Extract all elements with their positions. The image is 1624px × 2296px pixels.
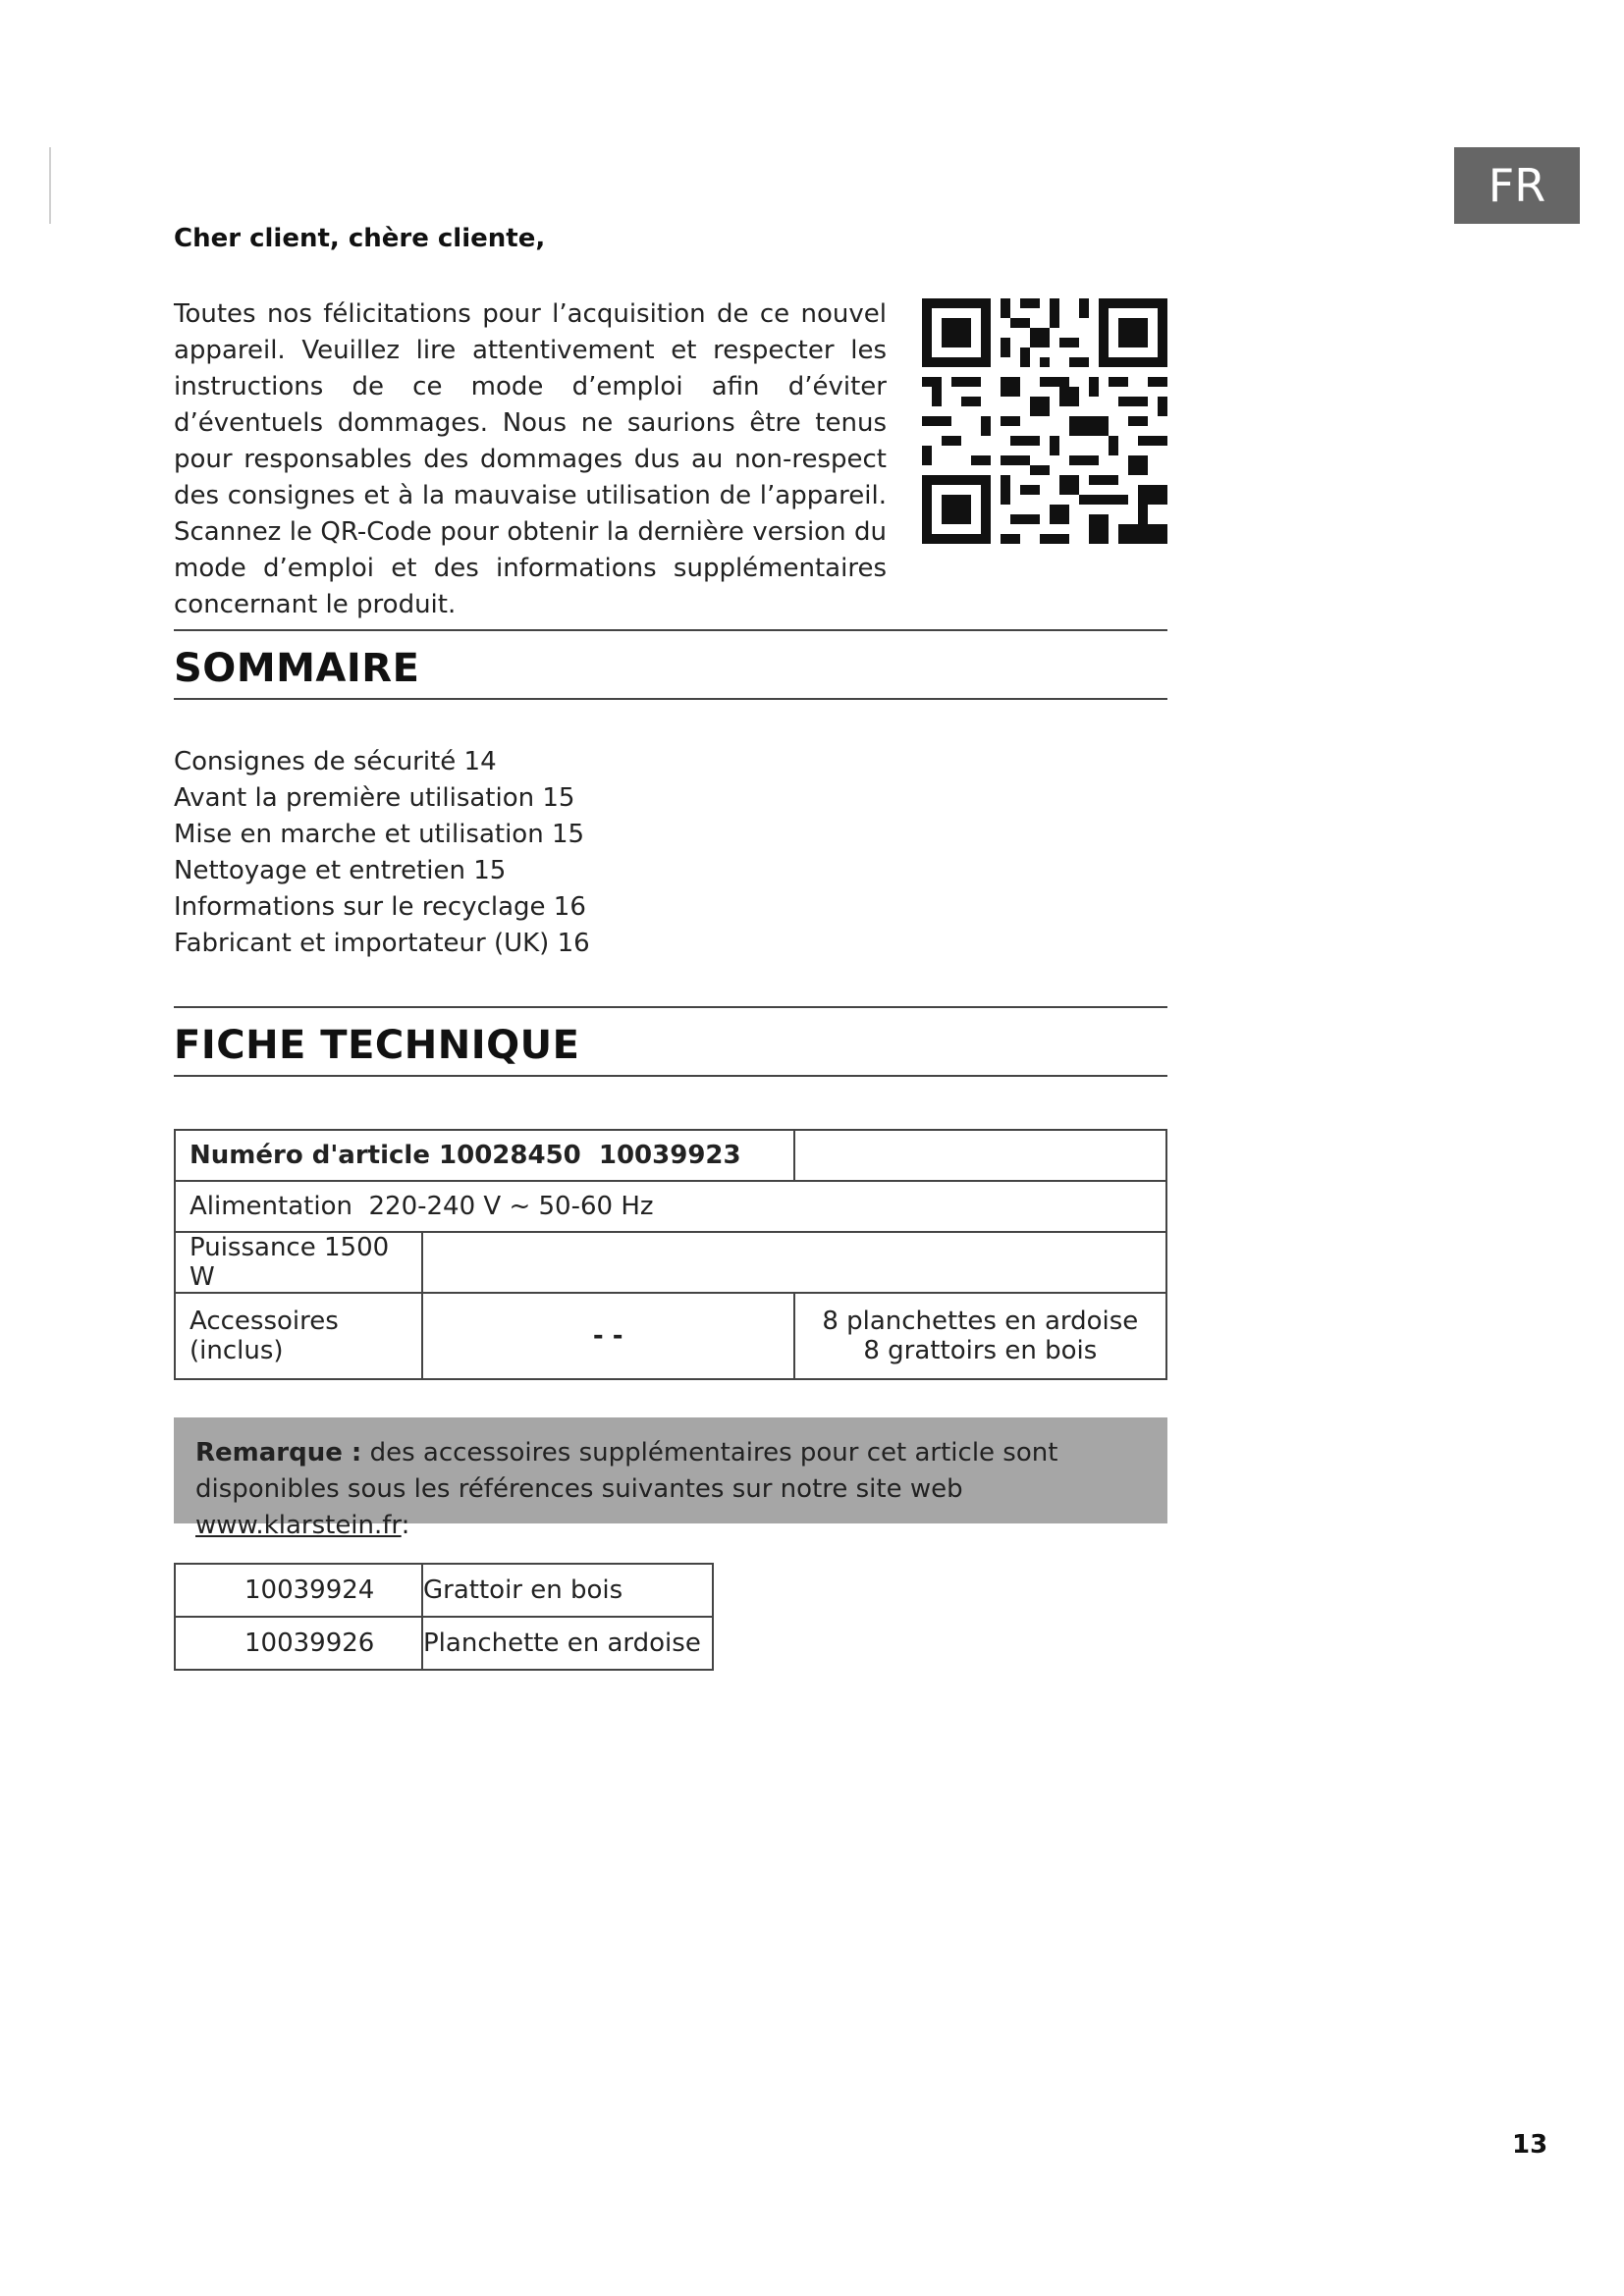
table-row [175,1293,1166,1379]
accessory-name: Grattoir en bois [422,1564,713,1617]
table-row [175,1130,1166,1181]
language-tab: FR [1454,147,1580,224]
empty-cell [422,1232,1166,1293]
section-divider [174,1075,1167,1077]
accessory-number: 10039926 [175,1617,422,1670]
accessories-label-cell [175,1293,422,1379]
table-of-contents [174,744,590,962]
toc-item: Nettoyage et entretien 15 [174,856,507,885]
accessories-label: Accessoires [189,1307,339,1336]
remark-text: des accessoires supplémentaires pour cet article sont disponibles sous les références suivantes sur notre site web [195,1438,1058,1504]
power-supply-label: Alimentation [189,1192,352,1221]
toc-title: SOMMAIRE [174,646,420,691]
article-number-b: 10039923 [598,1141,741,1170]
page-number: 13 [1512,2130,1548,2160]
accessories-b-cell [794,1293,1166,1379]
article-cell [175,1130,794,1181]
spec-title: FICHE TECHNIQUE [174,1023,580,1068]
toc-item: Avant la première utilisation 15 [174,783,575,813]
empty-cell [794,1130,1166,1181]
power-supply-value: 220-240 V ~ 50-60 Hz [368,1192,654,1221]
article-label: Numéro d'article [189,1141,430,1170]
qr-code-icon [922,298,1167,544]
remark-label: Remarque : [195,1438,362,1468]
accessories-label-sub: (inclus) [189,1336,284,1365]
table-row [175,1181,1166,1232]
power-value: 1500 W [189,1233,390,1292]
table-row [175,1617,713,1670]
accessory-number: 10039924 [175,1564,422,1617]
toc-item: Fabricant et importateur (UK) 16 [174,929,590,958]
greeting: Cher client, chère cliente, [174,224,546,253]
toc-item: Mise en marche et utilisation 15 [174,820,585,849]
spec-table [174,1129,1167,1380]
accessories-b-line: 8 grattoirs en bois [863,1336,1098,1365]
margin-line [49,147,51,224]
table-row [175,1564,713,1617]
power-supply-cell [175,1181,1166,1232]
toc-item: Consignes de sécurité 14 [174,747,497,776]
power-label: Puissance [189,1233,316,1262]
power-cell [175,1232,422,1293]
accessories-table [174,1563,714,1671]
table-row [175,1232,1166,1293]
website-link[interactable]: www.klarstein.fr [195,1511,402,1540]
accessories-a-cell: - - [422,1293,794,1379]
accessories-b-line: 8 planchettes en ardoise [822,1307,1139,1336]
toc-item: Informations sur le recyclage 16 [174,892,586,922]
section-divider [174,1006,1167,1008]
section-divider [174,629,1167,631]
accessory-name: Planchette en ardoise [422,1617,713,1670]
remark-suffix: : [401,1511,410,1540]
remark-box [174,1417,1167,1540]
article-number-a: 10028450 [439,1141,581,1170]
intro-paragraph: Toutes nos félicitations pour l’acquisition de ce nouvel appareil. Veuillez lire attentivement et respecter les instructions de ce mode d’emploi afin d’éviter d’éventuels dommages. Nous ne saurions être tenus pour responsables des dommages dus au non-respect des consignes et à la mauvaise utilisation de l’appareil. Scannez le QR-Code pour obtenir la dernière version du mode d’emploi et des informations supplémentaires concernant le produit. [174,299,887,619]
section-divider [174,698,1167,700]
